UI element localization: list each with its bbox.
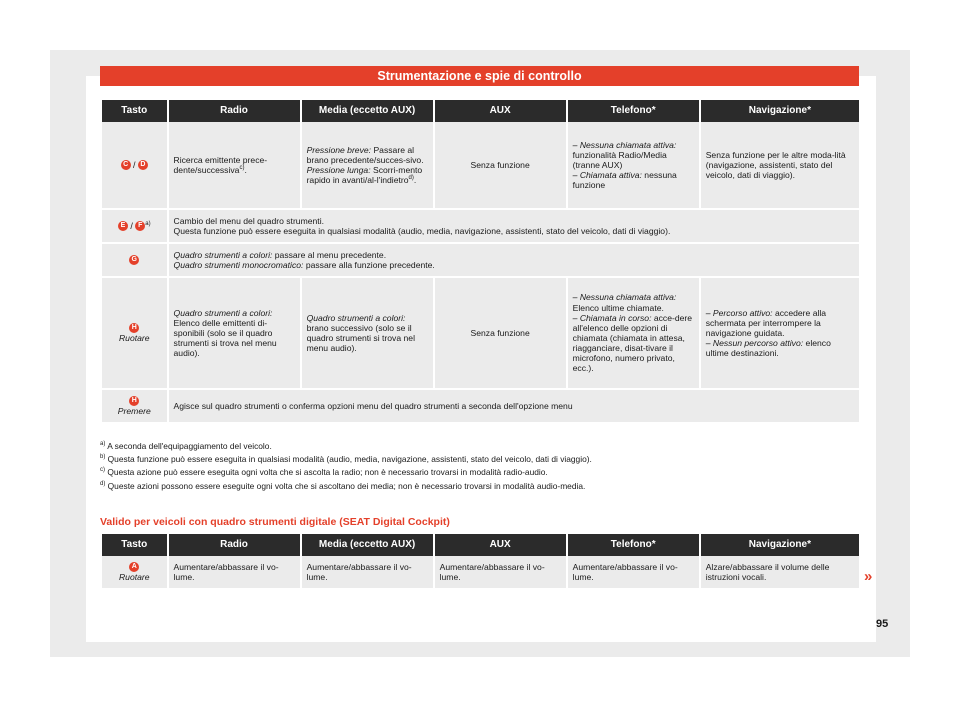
merged-cell <box>169 244 859 278</box>
footnote-mark: c) <box>100 467 105 474</box>
media-cell <box>302 122 433 210</box>
table-row <box>102 244 859 278</box>
media-cell: Aumentare/abbassare il vo-lume. <box>302 556 433 590</box>
footnote-ref: c) <box>239 165 245 171</box>
key-cell <box>102 210 167 244</box>
footnote <box>100 440 860 453</box>
col-header-navigazione: Navigazione* <box>701 534 859 556</box>
navigazione-cell: Alzare/abbassare il volume delle istruzioni vocali. <box>701 556 859 590</box>
page-title: Strumentazione e spie di controllo <box>100 66 859 86</box>
key-cell <box>102 278 167 390</box>
key-badge-c: C <box>121 160 131 170</box>
cell-label: Quadro strumenti a colori: <box>306 312 406 323</box>
col-header-navigazione: Navigazione* <box>701 100 859 122</box>
aux-cell: Senza funzione <box>435 278 566 390</box>
col-header-aux: AUX <box>435 534 566 556</box>
key-cell <box>102 390 167 424</box>
cell-text: . <box>244 165 247 175</box>
footnote-text: Queste azioni possono essere eseguite ogni volta che si ascoltano dei media; non è necessario trovarsi in modalità audio-media. <box>107 480 586 491</box>
cell-label: – Nessuna chiamata attiva: <box>572 292 677 303</box>
cell-label: Pressione lunga: <box>306 165 371 175</box>
table-row <box>102 390 859 424</box>
key-badge-e: E <box>118 221 128 231</box>
key-action-label: Ruotare <box>118 572 150 583</box>
cell-text: Ricerca emittente prece-dente/successiva <box>173 154 268 175</box>
cell-text: . <box>413 175 417 186</box>
col-header-radio: Radio <box>169 534 300 556</box>
footnote <box>100 480 860 493</box>
col-header-media: Media (eccetto AUX) <box>302 100 433 122</box>
col-header-telefono: Telefono* <box>568 534 699 556</box>
footnote-mark: d) <box>100 480 106 487</box>
cell-text: Questa funzione può essere eseguita in qualsiasi modalità (audio, media, navigazione, assistenti, stato del veicolo, dati di viaggio). <box>173 226 671 236</box>
col-header-media: Media (eccetto AUX) <box>302 534 433 556</box>
key-badge-f: F <box>135 221 145 231</box>
cell-label: – Nessuna chiamata attiva: <box>572 139 677 150</box>
footnote-mark: a) <box>100 441 106 447</box>
radio-cell <box>169 278 300 390</box>
key-separator: / <box>130 220 133 231</box>
cell-label: – Nessun percorso attivo: <box>705 338 804 349</box>
cell-text: Elenco ultime chiamate. <box>572 302 664 313</box>
footnotes <box>100 440 860 493</box>
media-cell <box>302 278 433 390</box>
radio-cell: Aumentare/abbassare il vo-lume. <box>169 556 300 590</box>
cell-label: – Chiamata in corso: <box>572 312 652 323</box>
cell-text: nessuna funzione <box>572 170 677 191</box>
telefono-cell <box>568 122 699 210</box>
table-header-row <box>102 100 859 122</box>
key-separator: / <box>133 159 136 170</box>
telefono-cell: Aumentare/abbassare il vo-lume. <box>568 556 699 590</box>
key-badge-d: D <box>138 160 148 170</box>
page-number: 95 <box>876 618 889 630</box>
key-cell <box>102 244 167 278</box>
key-action-label: Ruotare <box>118 333 150 344</box>
navigazione-cell: Senza funzione per le altre moda-lità (navigazione, assistenti, stato del veicolo, dati di viaggio). <box>701 122 859 210</box>
cell-text: accedere alla schermata per interrompere la navigazione guidata. <box>705 307 827 338</box>
key-badge-g: G <box>129 255 139 265</box>
cell-text: acce-dere all'elenco delle opzioni di chiamata (chiamata in attesa, riagganciare, disat-tivare il microfono, numero privato, ecc.). <box>572 312 693 374</box>
cell-text: passare alla funzione precedente. <box>303 260 435 270</box>
col-header-aux: AUX <box>435 100 566 122</box>
continue-marker: » <box>864 568 873 585</box>
table-row <box>102 210 859 244</box>
cell-label: Quadro strumenti monocromatico: <box>173 260 304 270</box>
table-row <box>102 556 859 590</box>
cell-text: passare al menu precedente. <box>272 249 387 260</box>
cell-text: Scorri-mento rapido in avanti/al-l'indietro <box>306 165 423 186</box>
key-action-label: Premere <box>117 406 151 417</box>
table-header-row <box>102 534 859 556</box>
footnote <box>100 453 860 466</box>
cell-text: Passare al brano precedente/succes-sivo. <box>306 144 424 165</box>
merged-cell: Agisce sul quadro strumenti o conferma opzioni menu del quadro strumenti a seconda dell'opzione menu <box>169 390 859 424</box>
digital-cockpit-table <box>100 534 861 590</box>
key-badge-h: H <box>129 396 139 406</box>
table-row <box>102 278 859 390</box>
col-header-tasto: Tasto <box>102 100 167 122</box>
col-header-telefono: Telefono* <box>568 100 699 122</box>
cell-text: funzionalità Radio/Media (tranne AUX) <box>572 149 667 170</box>
footnote-mark: b) <box>100 454 106 461</box>
navigazione-cell <box>701 278 859 390</box>
cell-label: Pressione breve: <box>306 144 372 155</box>
footnote-text: Questa azione può essere eseguita ogni volta che si ascolta la radio; non è necessario trovarsi in modalità radio-audio. <box>107 467 548 478</box>
col-header-tasto: Tasto <box>102 534 167 556</box>
radio-cell <box>169 122 300 210</box>
telefono-cell <box>568 278 699 390</box>
section-title: Valido per veicoli con quadro strumenti digitale (SEAT Digital Cockpit) <box>100 516 450 528</box>
aux-cell: Aumentare/abbassare il vo-lume. <box>435 556 566 590</box>
cell-label: – Chiamata attiva: <box>572 170 642 181</box>
footnote-ref: a) <box>145 220 151 227</box>
key-badge-a: A <box>129 562 139 572</box>
aux-cell: Senza funzione <box>435 122 566 210</box>
cell-text: brano successivo (solo se il quadro strumenti si trova nel menu audio). <box>306 322 415 354</box>
cell-text: Cambio del menu del quadro strumenti. <box>173 215 324 226</box>
key-cell <box>102 556 167 590</box>
cell-text: Elenco delle emittenti di-sponibili (solo se il quadro strumenti si trova nel menu audio). <box>173 317 277 359</box>
col-header-radio: Radio <box>169 100 300 122</box>
footnote-ref: d) <box>408 175 414 182</box>
cell-label: Quadro strumenti a colori: <box>173 307 273 318</box>
controls-table <box>100 100 861 424</box>
merged-cell <box>169 210 859 244</box>
cell-label: – Percorso attivo: <box>705 307 773 318</box>
table-row <box>102 122 859 210</box>
cell-label: Quadro strumenti a colori: <box>173 249 273 260</box>
key-cell <box>102 122 167 210</box>
cell-text: elenco ultime destinazioni. <box>705 338 831 359</box>
footnote-text: Questa funzione può essere eseguita in qualsiasi modalità (audio, media, navigazione, assistenti, stato del veicolo, dati di viaggio). <box>107 454 592 465</box>
footnote-text: A seconda dell'equipaggiamento del veicolo. <box>107 441 272 451</box>
footnote <box>100 466 860 479</box>
key-badge-h: H <box>129 323 139 333</box>
